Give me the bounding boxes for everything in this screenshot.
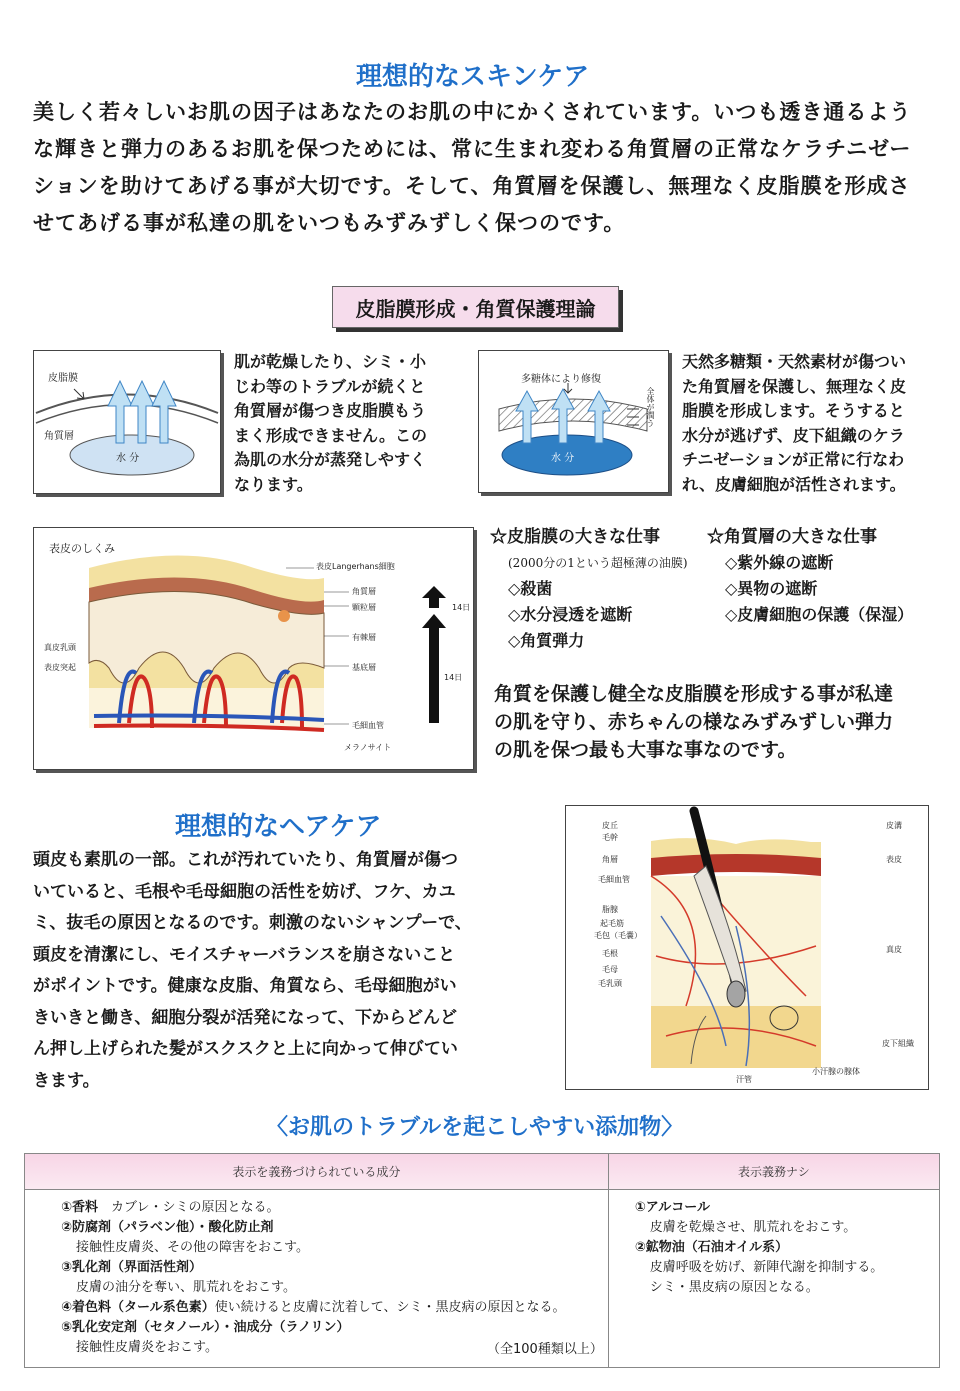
optional-list — [609, 1190, 939, 1367]
skincare-line: せてあげる事が私達の肌をいつもみずみずしく保つのです。 — [33, 210, 626, 235]
item-name: ③乳化剤（界面活性剤） — [61, 1260, 203, 1275]
label-spinous: 有棘層 — [352, 633, 376, 642]
text-line: 水分が逃げず、皮下組織のケラ — [682, 425, 905, 445]
text-line: 肌が乾燥したり、シミ・小 — [234, 352, 427, 371]
col-optional-header — [609, 1154, 939, 1189]
optional-item — [635, 1198, 939, 1218]
sebum-role — [490, 524, 688, 654]
text-line: 角質層が傷つき皮脂膜もう — [234, 401, 427, 420]
sebum-role-item: ◇水分浸透を遮断 — [508, 605, 633, 624]
skincare-line: ションを助けてあげる事が大切です。そして、角質層を保護し、無理なく皮脂膜を形成さ — [33, 173, 911, 198]
required-item-desc — [61, 1238, 608, 1258]
label-hair: 起毛筋 — [600, 919, 624, 928]
required-list — [25, 1190, 609, 1367]
total-note: （全100種類以上） — [487, 1342, 603, 1357]
theory-badge-label: 皮脂膜形成・角質保護理論 — [355, 296, 596, 321]
haircare-paragraph — [33, 845, 472, 1097]
sebum-repaired-text — [682, 350, 906, 497]
item-name: ②鉱物油（石油オイル系） — [634, 1240, 789, 1255]
item-desc: 皮膚を乾燥させ、肌荒れをおこす。 — [649, 1220, 857, 1235]
label-hair: 毛細血管 — [598, 875, 630, 884]
sebum-damaged-diagram — [33, 350, 221, 494]
label-epidermal-ridge: 表皮突起 — [44, 663, 76, 672]
label-hair: 毛包（毛嚢） — [594, 931, 642, 940]
hair-follicle-svg — [566, 806, 928, 1089]
summary-line: 角質を保護し健全な皮脂膜を形成する事が私達 — [494, 683, 894, 705]
col-required-label: 表示を義務づけられている成分 — [232, 1165, 401, 1179]
label-basal: 基底層 — [352, 663, 376, 672]
haircare-line: 頭皮も素肌の一部。これが汚れていたり、角質層が傷つ — [33, 850, 458, 870]
text-line: 脂膜を形成します。そうすると — [682, 401, 905, 420]
label-horny: 角質層 — [352, 587, 376, 596]
text-line: れ、皮膚細胞が活性されます。 — [682, 474, 906, 494]
required-item-desc — [61, 1278, 608, 1298]
text-line: た角質層を保護し、無理なく皮 — [682, 376, 907, 396]
haircare-line: きいきと働き、細胞分裂が活発になって、下からどんど — [33, 1007, 457, 1028]
required-item — [61, 1318, 608, 1338]
sebum-role-note: (2000分の1という超極薄の油膜) — [508, 556, 688, 570]
summary-line: の肌を守り、赤ちゃんの様なみずみずしい弾力 — [494, 711, 894, 733]
item-name: ⑤乳化安定剤（セタノール）・油成分（ラノリン） — [61, 1320, 350, 1335]
skincare-paragraph — [33, 93, 933, 241]
horny-role-item: ◇異物の遮断 — [725, 579, 818, 598]
required-item — [61, 1298, 608, 1318]
sebum-repaired-diagram — [478, 350, 669, 493]
label-water: 水 分 — [551, 453, 575, 464]
item-desc: シミ・黒皮病の原因となる。 — [649, 1280, 819, 1295]
label-hair-right: 皮溝 — [886, 821, 902, 830]
theory-badge — [332, 286, 619, 328]
item-desc: 接触性皮膚炎、その他の障害をおこす。 — [76, 1240, 309, 1255]
epidermis-title: 表皮のしくみ — [49, 542, 115, 555]
additives-title: 〈お肌のトラブルを起こしやすい添加物〉 — [266, 1115, 684, 1140]
table-body — [25, 1190, 939, 1367]
roles-summary — [494, 680, 893, 764]
label-sweat-gland: 小汗腺の腺体 — [812, 1067, 860, 1076]
label-days-1: 14日 — [452, 603, 471, 612]
label-sweat-duct: 汗管 — [736, 1075, 752, 1084]
item-name: ②防腐剤（パラベン他）・酸化防止剤 — [61, 1220, 274, 1235]
label-capillary: 毛細血管 — [352, 721, 384, 730]
horny-role — [707, 524, 913, 628]
optional-item-desc — [635, 1258, 939, 1278]
col-optional-label: 表示義務ナシ — [737, 1165, 810, 1179]
text-line: なります。 — [234, 474, 313, 494]
label-sebum: 皮脂膜 — [48, 373, 78, 384]
label-granular: 顆粒層 — [352, 603, 376, 612]
label-hair-right: 皮下組織 — [882, 1039, 914, 1048]
epidermis-diagram — [33, 527, 474, 770]
item-name: ①香料 — [61, 1200, 99, 1215]
haircare-line: ん押し上げられた髪がスクスクと上に向かって伸びてい — [33, 1039, 458, 1059]
label-water: 水 分 — [116, 453, 140, 464]
haircare-line: ミ、抜毛の原因となるのです。刺激のないシャンプーで、 — [33, 913, 472, 933]
summary-line: の肌を保つ最も大事な事なのです。 — [494, 739, 797, 761]
label-hair-right: 真皮 — [886, 945, 902, 954]
skincare-line: 美しく若々しいお肌の因子はあなたのお肌の中にかくされています。いつも透き通るよう — [33, 99, 912, 124]
item-desc: 使い続けると皮膚に沈着して、シミ・黒皮病の原因となる。 — [214, 1300, 566, 1315]
optional-item — [635, 1238, 939, 1258]
label-horny-layer: 角質層 — [44, 431, 74, 442]
skincare-line: な輝きと弾力のあるお肌を保つためには、常に生まれ変わる角質層の正常なケラチニゼー — [33, 136, 912, 161]
table-header — [25, 1154, 939, 1190]
label-hair: 脂腺 — [602, 905, 618, 914]
sebum-role-item: ◇殺菌 — [508, 579, 553, 598]
label-hair: 毛幹 — [602, 833, 618, 842]
haircare-line: 頭皮を清潔にし、モイスチャーバランスを崩さないこと — [33, 944, 456, 965]
item-desc: 皮膚呼吸を妨げ、新陣代謝を抑制する。 — [649, 1260, 884, 1275]
label-melanocyte: メラノサイト — [344, 743, 392, 752]
haircare-line: いていると、毛根や毛母細胞の活性を妨げ、フケ、カユ — [33, 881, 456, 902]
sebum-damaged-text — [234, 350, 427, 497]
required-item — [61, 1198, 608, 1218]
hair-follicle-diagram — [565, 805, 929, 1090]
label-hair: 毛乳頭 — [598, 979, 622, 988]
horny-role-item: ◇皮膚細胞の保護（保湿） — [725, 605, 914, 624]
item-name: ①アルコール — [634, 1200, 710, 1215]
haircare-line: がポイントです。健康な皮脂、角質なら、毛母細胞がい — [33, 976, 457, 996]
sebum-role-title: ☆皮脂膜の大きな仕事 — [490, 527, 660, 547]
label-hair: 皮丘 — [602, 821, 618, 830]
label-hair-right: 表皮 — [886, 855, 902, 864]
text-line: チニゼーションが正常に行なわ — [682, 450, 905, 469]
horny-role-item: ◇紫外線の遮断 — [725, 553, 834, 572]
additives-table — [24, 1153, 940, 1368]
label-hair: 毛母 — [602, 965, 618, 974]
label-dermal-papilla: 真皮乳頭 — [44, 643, 76, 652]
skincare-title: 理想的なスキンケア — [356, 62, 590, 92]
label-hair: 角層 — [602, 855, 618, 864]
label-langerhans: 表皮Langerhans細胞 — [316, 562, 395, 571]
item-desc: 皮膚の油分を奪い、肌荒れをおこす。 — [76, 1280, 296, 1295]
label-days-2: 14日 — [444, 673, 463, 682]
text-line: 天然多糖類・天然素材が傷つい — [682, 352, 907, 371]
label-repair: 多糖体により修復 — [521, 374, 601, 385]
text-line: 為肌の水分が蒸発しやすく — [234, 450, 427, 469]
text-line: まく形成できません。この — [234, 425, 427, 445]
item-desc: 接触性皮膚炎をおこす。 — [76, 1340, 218, 1355]
optional-item-desc — [635, 1278, 939, 1298]
required-item — [61, 1218, 608, 1238]
horny-role-title: ☆角質層の大きな仕事 — [707, 527, 877, 547]
label-hair: 毛根 — [602, 949, 618, 958]
item-desc: カブレ・シミの原因となる。 — [111, 1200, 280, 1215]
required-item — [61, 1258, 608, 1278]
haircare-line: きます。 — [33, 1070, 100, 1091]
epidermis-svg — [34, 528, 473, 769]
text-line: じわ等のトラブルが続くと — [234, 376, 426, 396]
haircare-title: 理想的なヘアケア — [175, 812, 382, 842]
optional-item-desc — [635, 1218, 939, 1238]
label-moist: 全体が潤う — [646, 387, 655, 427]
sebum-role-item: ◇角質弾力 — [508, 631, 585, 650]
col-required-header — [25, 1154, 609, 1189]
item-name: ④着色料（タール系色素） — [61, 1300, 215, 1315]
